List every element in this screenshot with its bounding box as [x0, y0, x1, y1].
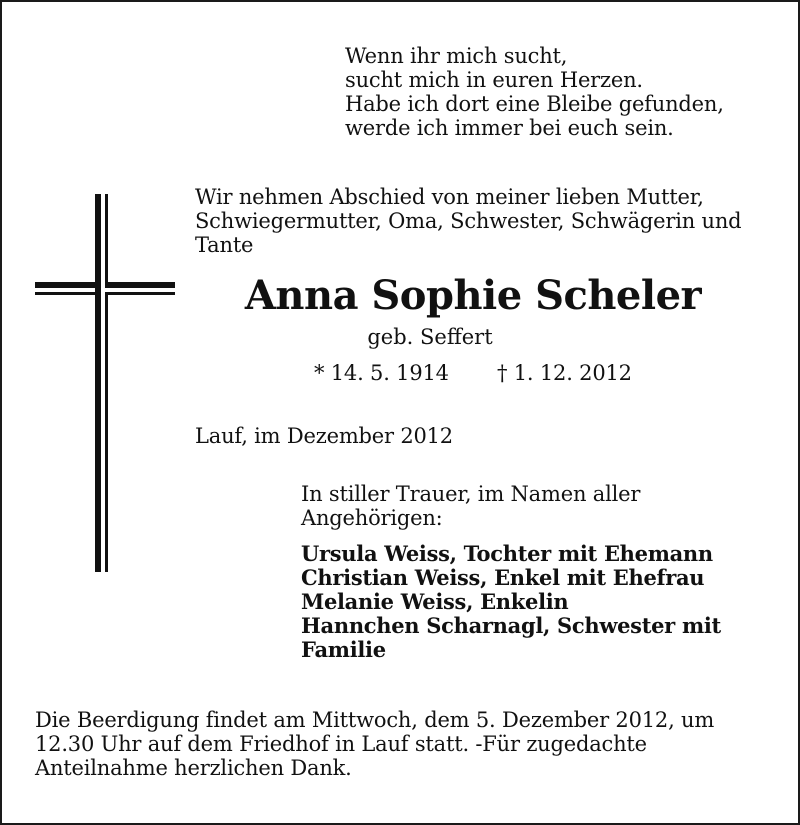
intro-line: Wir nehmen Abschied von meiner lieben Mutter,	[195, 185, 704, 209]
funeral-notice	[35, 708, 714, 780]
intro-line: Schwiegermutter, Oma, Schwester, Schwägerin und	[195, 209, 742, 233]
birth-date: * 14. 5. 1914	[314, 361, 449, 385]
mourner-entry: Melanie Weiss, Enkelin	[301, 589, 569, 614]
poem-line: werde ich immer bei euch sein.	[345, 116, 674, 140]
mourners-list	[301, 542, 721, 662]
cross-icon	[35, 194, 175, 572]
place-date: Lauf, im Dezember 2012	[195, 424, 453, 448]
poem	[345, 44, 724, 140]
mourner-entry: Hannchen Scharnagl, Schwester mit	[301, 613, 721, 638]
funeral-line: Anteilnahme herzlichen Dank.	[35, 756, 352, 780]
mourner-entry: Ursula Weiss, Tochter mit Ehemann	[301, 541, 713, 566]
mourning-line: In stiller Trauer, im Namen aller	[301, 482, 641, 506]
farewell-intro	[195, 185, 741, 257]
mourner-entry: Familie	[301, 637, 386, 662]
funeral-line: 12.30 Uhr auf dem Friedhof in Lauf statt. -Für zugedachte	[35, 732, 647, 756]
maiden-name: geb. Seffert	[367, 325, 493, 349]
death-date: † 1. 12. 2012	[497, 361, 632, 385]
mourning-line: Angehörigen:	[301, 506, 443, 530]
mourner-entry: Christian Weiss, Enkel mit Ehefrau	[301, 565, 705, 590]
deceased-name: Anna Sophie Scheler	[244, 272, 702, 319]
poem-line: Wenn ihr mich sucht,	[345, 44, 568, 68]
funeral-line: Die Beerdigung findet am Mittwoch, dem 5. Dezember 2012, um	[35, 708, 715, 732]
poem-line: Habe ich dort eine Bleibe gefunden,	[345, 92, 724, 116]
mourning-phrase	[301, 482, 640, 530]
intro-line: Tante	[195, 233, 254, 257]
poem-line: sucht mich in euren Herzen.	[345, 68, 643, 92]
